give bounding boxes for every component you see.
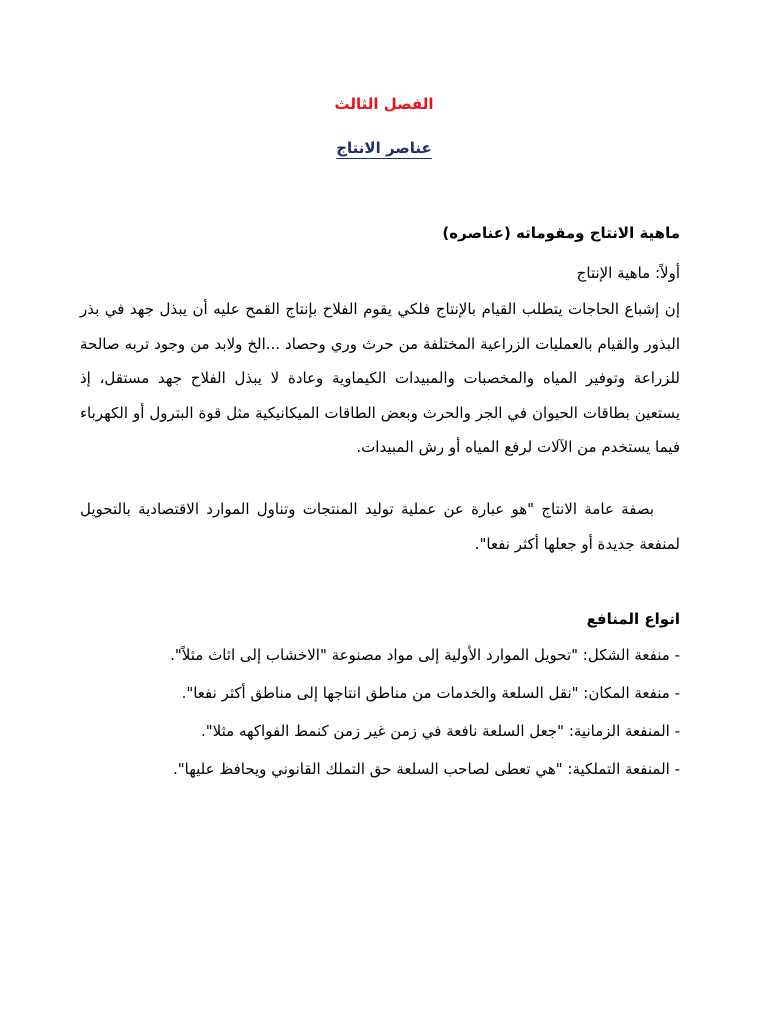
section-subheading-definition: أولاً: ماهية الإنتاج: [576, 264, 680, 282]
benefits-list: [80, 644, 680, 796]
list-item-place-utility: - منفعة المكان: "نقل السلعة والخدمات من مناطق انتاجها إلى مناطق أكثر نفعا".: [181, 684, 680, 702]
list-item-time-utility: - المنفعة الزمانية: "جعل السلعة نافعة في زمن غير زمن كنمط الفواكهه مثلا".: [201, 722, 680, 740]
chapter-subtitle: [0, 137, 768, 159]
section-heading-benefits: انواع المنافع: [586, 610, 680, 628]
chapter-title: الفصل الثالث: [334, 95, 434, 113]
list-item-ownership-utility: - المنفعة التملكية: "هي تعطى لصاحب السلعة حق التملك القانوني ويحافظ عليها".: [172, 760, 680, 778]
paragraph-production-definition: بصفة عامة الانتاج "هو عبارة عن عملية توليد المنتجات وتناول الموارد الاقتصادية بالتحويل لمنفعة جديدة أو جعلها أكثر نفعا".: [80, 500, 680, 553]
chapter-subtitle-text: عناصر الانتاج: [336, 139, 432, 157]
list-item-form-utility: - منفعة الشكل: "تحويل الموارد الأولية إلى مواد مصنوعة "الاخشاب إلى اثاث مثلاً".: [170, 646, 680, 664]
section-heading-production: ماهية الانتاج ومقوماته (عناصره): [442, 224, 680, 242]
paragraph-production-description: إن إشباع الحاجات يتطلب القيام بالإنتاج فلكي يقوم الفلاح بإنتاج القمح عليه أن يبذل جهد في بذر البذور والقيام بالعمليات الزراعية المختلفة من حرث وري وحصاد ...الخ ولابد من وجود تربه صالحة للزراعة وتوفير المياه والمخصبات والمبيدات الكيماوية وعادة لا يبذل الفلاح جهد مستقل، إذ يستعين بطاقات الحيوان في الجر والحرث وبعض الطاقات الميكانيكية مثل قوة البترول أو الكهرباء فيما يستخدم من الآلات لرفع المياه أو رش المبيدات.: [80, 300, 680, 456]
